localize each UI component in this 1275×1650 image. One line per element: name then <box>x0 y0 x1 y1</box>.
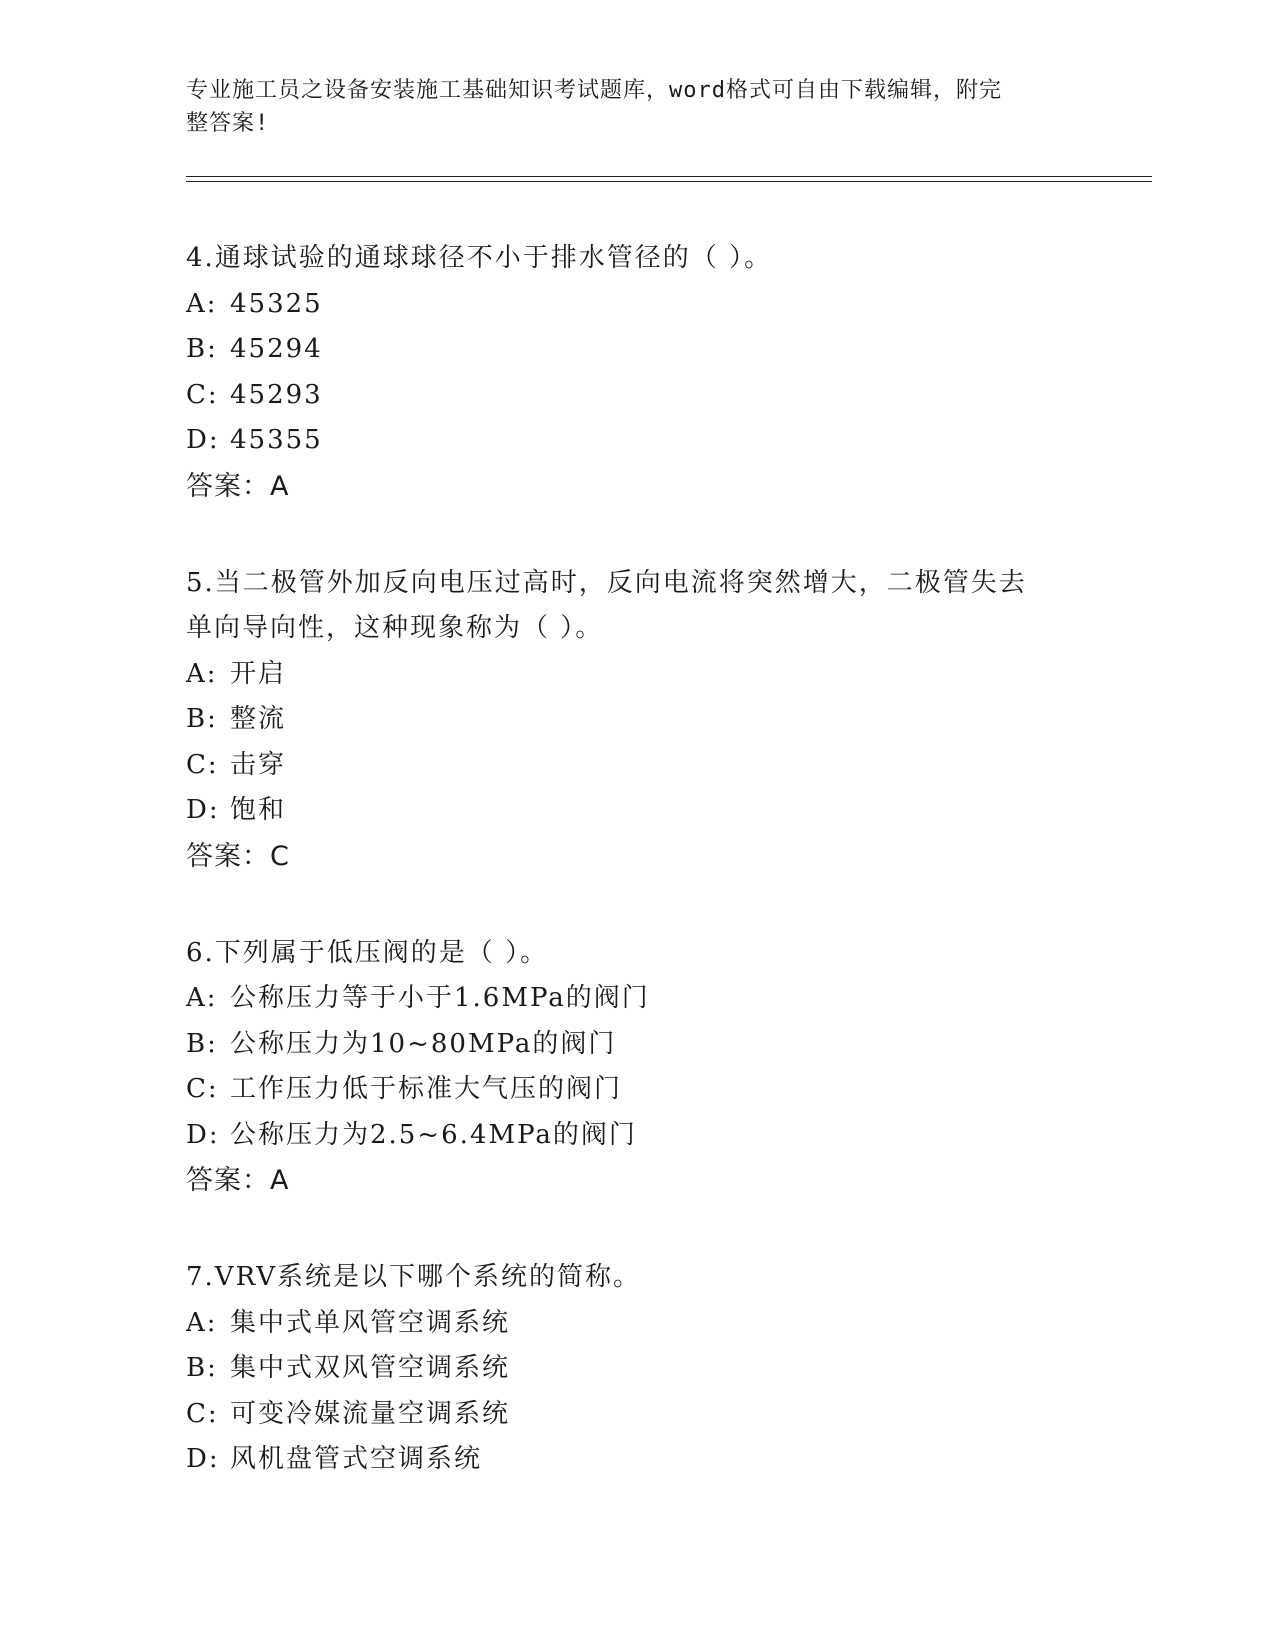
question-4 <box>186 236 1086 509</box>
option-a <box>186 976 1086 1022</box>
document-header <box>186 74 1066 140</box>
answer-text: 答案：C <box>186 840 290 872</box>
option-c <box>186 373 1086 419</box>
option-d <box>186 1437 1086 1483</box>
option-d <box>186 788 1086 834</box>
option-c <box>186 743 1086 789</box>
option-c <box>186 1067 1086 1113</box>
option-b <box>186 697 1086 743</box>
question-stem-line-1: 5.当二极管外加反向电压过高时，反向电流将突然增大，二极管失去 <box>186 567 1027 598</box>
option-text: 可变冷媒流量空调系统 <box>230 1398 511 1429</box>
option-text: 击穿 <box>230 749 287 780</box>
option-b <box>186 1346 1086 1392</box>
option-d <box>186 1113 1086 1159</box>
option-a <box>186 1301 1086 1347</box>
option-letter: C: <box>186 379 219 410</box>
option-letter: D: <box>186 795 220 825</box>
question-stem-line-2: 单向导向性，这种现象称为（ ）。 <box>186 613 604 643</box>
header-divider-top <box>186 176 1152 177</box>
header-line-1: 专业施工员之设备安装施工基础知识考试题库，word格式可自由下载编辑，附完 <box>186 78 1002 103</box>
question-stem: 6.下列属于低压阀的是（ ）。 <box>186 937 549 968</box>
option-text: 45325 <box>230 288 323 319</box>
option-letter: D: <box>186 425 220 455</box>
option-letter: B: <box>186 704 218 734</box>
option-letter: B: <box>186 1353 218 1383</box>
option-letter: C: <box>186 1074 219 1104</box>
option-b <box>186 327 1086 373</box>
question-stem: 7.VRV系统是以下哪个系统的简称。 <box>186 1262 642 1292</box>
option-text: 公称压力等于小于1.6MPa的阀门 <box>230 983 650 1013</box>
option-letter: C: <box>186 1398 219 1429</box>
option-text: 风机盘管式空调系统 <box>230 1444 483 1474</box>
option-letter: A: <box>186 1307 218 1338</box>
option-text: 集中式单风管空调系统 <box>230 1307 511 1338</box>
option-text: 开启 <box>230 658 287 689</box>
option-letter: D: <box>186 1444 220 1474</box>
option-text: 45355 <box>230 425 323 455</box>
option-text: 公称压力为10~80MPa的阀门 <box>230 1028 617 1059</box>
option-text: 集中式双风管空调系统 <box>230 1353 511 1383</box>
option-text: 45293 <box>230 379 323 410</box>
option-letter: D: <box>186 1119 220 1150</box>
option-b <box>186 1022 1086 1068</box>
option-c <box>186 1392 1086 1438</box>
answer-text: 答案：A <box>186 470 290 502</box>
option-text: 45294 <box>230 334 323 364</box>
header-divider-bottom <box>186 181 1152 182</box>
header-line-2: 整答案! <box>186 111 270 136</box>
option-text: 工作压力低于标准大气压的阀门 <box>230 1074 623 1104</box>
option-letter: A: <box>186 983 218 1013</box>
question-7 <box>186 1255 1086 1483</box>
question-6 <box>186 931 1086 1204</box>
question-5 <box>186 561 1086 879</box>
question-list <box>186 236 1086 1535</box>
option-a <box>186 282 1086 328</box>
option-letter: B: <box>186 334 218 364</box>
option-text: 整流 <box>230 704 287 734</box>
question-stem: 4.通球试验的通球球径不小于排水管径的（ ）。 <box>186 243 773 273</box>
option-text: 饱和 <box>230 795 287 825</box>
option-d <box>186 418 1086 464</box>
option-text: 公称压力为2.5~6.4MPa的阀门 <box>230 1119 637 1150</box>
option-a <box>186 652 1086 698</box>
answer-text: 答案：A <box>186 1165 290 1196</box>
option-letter: A: <box>186 288 218 319</box>
option-letter: B: <box>186 1028 218 1059</box>
option-letter: A: <box>186 658 218 689</box>
option-letter: C: <box>186 749 219 780</box>
